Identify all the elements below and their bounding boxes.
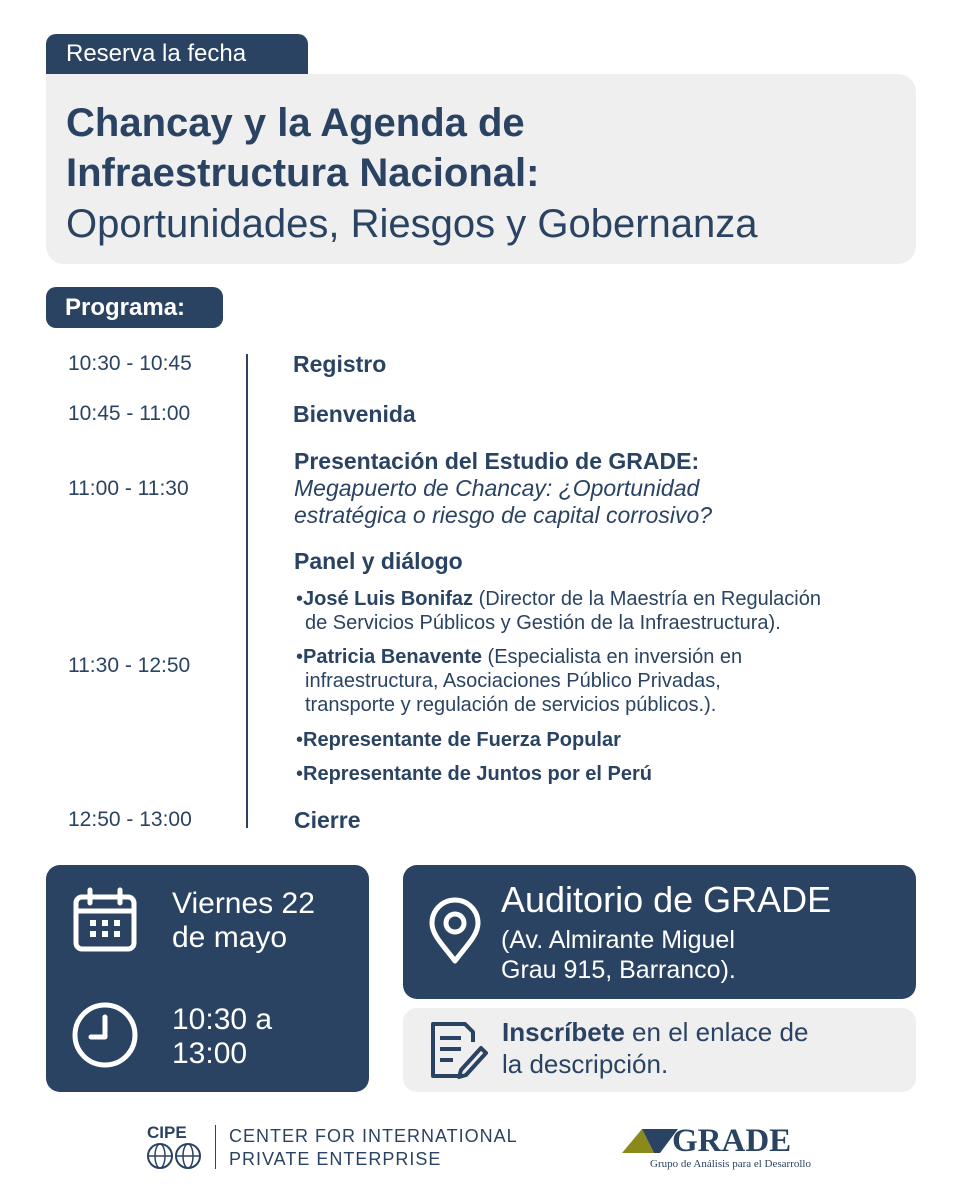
panelist-role-cont: de Servicios Públicos y Gestión de la Infraestructura). <box>305 612 781 634</box>
presentacion-subtitle-line-2: estratégica o riesgo de capital corrosivo? <box>294 502 713 528</box>
time-cierre: 12:50 - 13:00 <box>68 808 192 831</box>
program-label <box>46 287 223 328</box>
form-pen-icon <box>425 1018 489 1082</box>
location-pin-icon <box>427 897 483 965</box>
bullet-mark: • <box>296 763 304 785</box>
panelist-item <box>296 587 916 635</box>
event-date-line-1: Viernes 22 <box>172 887 315 920</box>
registration-rest-2: la descripción. <box>502 1049 669 1079</box>
date-time-panel <box>46 865 369 1092</box>
event-time <box>172 1003 272 1071</box>
panelist-role-cont: transporte y regulación de servicios públicos.). <box>305 694 717 716</box>
bullet-mark: • <box>296 729 304 751</box>
title-line-2: Infraestructura Nacional: <box>66 151 540 195</box>
title-line-1: Chancay y la Agenda de <box>66 101 525 145</box>
registration-rest-1: en el enlace de <box>624 1017 809 1047</box>
presentacion-subtitle-line-1: Megapuerto de Chancay: ¿Oportunidad <box>294 475 700 501</box>
activity-presentacion: Presentación del Estudio de GRADE: <box>294 448 700 474</box>
cipe-globe-icon <box>146 1141 204 1171</box>
venue-name: Auditorio de GRADE <box>501 879 832 920</box>
panelist-item <box>296 728 916 752</box>
activity-panel: Panel y diálogo <box>294 548 463 574</box>
panelist-name: Representante de Fuerza Popular <box>303 729 621 751</box>
grade-wordmark: GRADE <box>672 1123 792 1159</box>
registration-bold: Inscríbete <box>502 1017 625 1047</box>
schedule-divider <box>246 354 248 828</box>
event-date <box>172 887 315 955</box>
registration-text <box>502 1016 808 1080</box>
save-the-date-tag <box>46 34 308 74</box>
activity-bienvenida: Bienvenida <box>293 401 416 427</box>
cipe-name-line-2: PRIVATE ENTERPRISE <box>229 1149 442 1169</box>
program-label-text: Programa: <box>65 294 186 321</box>
event-time-line-2: 13:00 <box>172 1037 248 1070</box>
venue-address-line-2: Grau 915, Barranco). <box>501 956 736 984</box>
cipe-name-line-1: CENTER FOR INTERNATIONAL <box>229 1126 518 1146</box>
cipe-full-name <box>229 1125 518 1171</box>
clock-icon <box>71 1001 139 1069</box>
registration-panel <box>403 1008 916 1092</box>
event-time-line-1: 10:30 a <box>172 1003 273 1036</box>
venue-address-line-1: (Av. Almirante Miguel <box>501 926 735 954</box>
cipe-separator <box>215 1125 216 1169</box>
time-panel: 11:30 - 12:50 <box>68 654 191 677</box>
panelist-name: Representante de Juntos por el Perú <box>303 763 652 785</box>
panelist-role: (Especialista en inversión en <box>482 646 743 668</box>
panelist-role: (Director de la Maestría en Regulación <box>473 588 821 610</box>
cipe-wordmark: CIPE <box>147 1123 187 1142</box>
panelist-name: José Luis Bonifaz <box>303 588 474 610</box>
location-panel <box>403 865 916 999</box>
activity-registro: Registro <box>293 351 387 377</box>
panelist-item <box>296 645 916 717</box>
bullet-mark: • <box>296 646 304 668</box>
title-panel <box>46 74 916 264</box>
grade-mark-icon <box>620 1125 680 1155</box>
panelist-role-cont: infraestructura, Asociaciones Público Privadas, <box>305 670 721 692</box>
time-registro: 10:30 - 10:45 <box>68 352 192 375</box>
time-bienvenida: 10:45 - 11:00 <box>68 402 191 425</box>
panelist-name: Patricia Benavente <box>303 646 482 668</box>
activity-presentacion-subtitle <box>294 475 712 529</box>
grade-tagline: Grupo de Análisis para el Desarrollo <box>650 1158 811 1170</box>
time-presentacion: 11:00 - 11:30 <box>68 477 189 500</box>
calendar-icon <box>72 887 138 953</box>
subtitle: Oportunidades, Riesgos y Gobernanza <box>66 202 758 246</box>
event-date-line-2: de mayo <box>172 921 288 954</box>
venue-address <box>501 925 736 985</box>
panelist-item <box>296 762 916 786</box>
activity-cierre: Cierre <box>294 807 361 833</box>
bullet-mark: • <box>296 588 304 610</box>
save-the-date-label: Reserva la fecha <box>66 40 247 67</box>
